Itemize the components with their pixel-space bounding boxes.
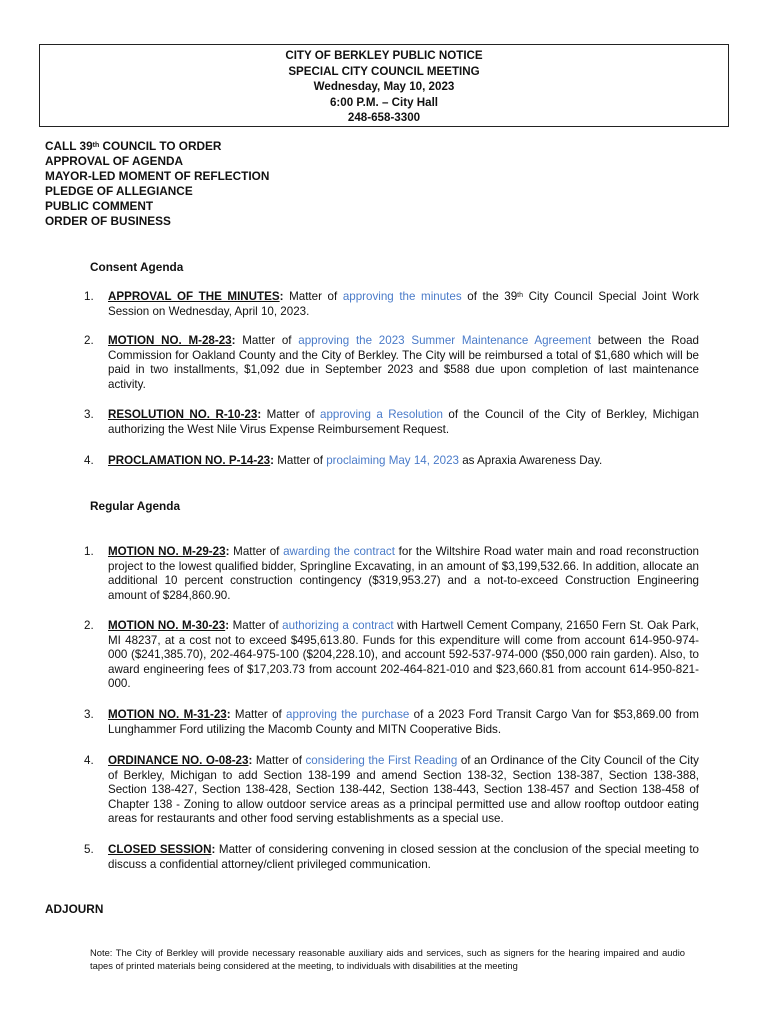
consent-item: 4. PROCLAMATION NO. P-14-23: Matter of proclaiming May 14, 2023 as Apraxia Awareness Day. [84, 454, 603, 467]
regular-item: 2. MOTION NO. M-30-23: Matter of authorizing a contract with Hartwell Cement Company, 21650 Fern St. Oak Park, MI 48237, at a cost not to exceed $495,613.80. Funds for this expenditure will come from account 614-950-974-000 ($241,385.70), 202-464-975-100 ($204,228.10), and account 592-537-974-000 ($50,000 rain garden). Also, to award engineering fees of $17,203.73 from account 202-464-821-010 and $23,660.81 from account 614-950-821-000. [84, 619, 699, 690]
order-of-business: ORDER OF BUSINESS [45, 214, 171, 228]
call-to-order: CALL 39th COUNCIL TO ORDER [45, 139, 222, 153]
consent-agenda-heading: Consent Agenda [90, 260, 184, 274]
moment-of-reflection: MAYOR-LED MOMENT OF REFLECTION [45, 169, 270, 183]
agenda-opening-items [45, 139, 269, 229]
meeting-date: Wednesday, May 10, 2023 [313, 80, 455, 93]
pledge-of-allegiance: PLEDGE OF ALLEGIANCE [45, 184, 193, 198]
meeting-type: SPECIAL CITY COUNCIL MEETING [288, 64, 480, 78]
item-link[interactable]: authorizing a contract [282, 619, 394, 632]
item-title: CLOSED SESSION [108, 843, 212, 856]
item-title: MOTION NO. M-31-23 [108, 708, 227, 721]
consent-item: 2. MOTION NO. M-28-23: Matter of approving the 2023 Summer Maintenance Agreement between the Road Commission for Oakland County and the City of Berkley. The City will be reimbursed a total of $1,680 which will be paid in two installments, $1,092 due in September 2023 and $588 due upon completion of last maintenance activity. [84, 334, 699, 391]
item-title: MOTION NO. M-28-23 [108, 334, 232, 347]
item-title: RESOLUTION NO. R-10-23 [108, 408, 258, 421]
adjourn-label: ADJOURN [45, 902, 104, 916]
regular-item: 4. ORDINANCE NO. O-08-23: Matter of considering the First Reading of an Ordinance of the City Council of the City of Berkley, Michigan to add Section 138-199 and amend Section 138-32, Section 138-387, Section 138-388, Section 138-427, Section 138-428, Section 138-442, Section 138-443, Section 138-457 and Section 138-458 of Chapter 138 - Zoning to allow outdoor service areas as a principal permitted use and allow rooftop outdoor eating areas for restaurants and other food serving establishments as a special use. [84, 754, 699, 825]
item-title: APPROVAL OF THE MINUTES [108, 290, 280, 303]
approval-of-agenda: APPROVAL OF AGENDA [45, 154, 184, 168]
notice-header-box [39, 44, 729, 127]
item-link[interactable]: approving a Resolution [320, 408, 443, 421]
consent-item: 1. APPROVAL OF THE MINUTES: Matter of approving the minutes of the 39th City Council Special Joint Work Session on Wednesday, April 10, 2023. [84, 290, 699, 318]
accessibility-note: Note: The City of Berkley will provide necessary reasonable auxiliary aids and services, such as signers for the hearing impaired and audio tapes of printed materials being considered at the meeting, to individuals with disabilities at the meeting [90, 947, 685, 971]
regular-item: 3. MOTION NO. M-31-23: Matter of approving the purchase of a 2023 Ford Transit Cargo Van for $53,869.00 from Lunghammer Ford utilizing the Macomb County and MITN Cooperative Bids. [84, 708, 699, 736]
regular-item: 5. CLOSED SESSION: Matter of considering convening in closed session at the conclusion of the special meeting to discuss a confidential attorney/client privileged communication. [84, 843, 700, 871]
item-link[interactable]: considering the First Reading [305, 754, 458, 767]
item-title: MOTION NO. M-30-23 [108, 619, 226, 632]
meeting-phone: 248-658-3300 [347, 111, 421, 124]
item-link[interactable]: approving the minutes [342, 290, 462, 303]
item-title: ORDINANCE NO. O-08-23 [108, 754, 249, 767]
consent-item: 3. RESOLUTION NO. R-10-23: Matter of approving a Resolution of the Council of the City of Berkley, Michigan authorizing the West Nile Virus Expense Reimbursement Request. [84, 408, 700, 436]
item-link[interactable]: awarding the contract [283, 545, 395, 558]
item-link[interactable]: approving the purchase [286, 708, 410, 721]
item-link[interactable]: proclaiming May 14, 2023 [326, 454, 459, 467]
item-link[interactable]: approving the 2023 Summer Maintenance Agreement [298, 334, 592, 347]
item-title: PROCLAMATION NO. P-14-23 [108, 454, 271, 467]
regular-agenda-heading: Regular Agenda [90, 499, 181, 513]
meeting-time-location: 6:00 P.M. – City Hall [329, 95, 439, 109]
regular-item: 1. MOTION NO. M-29-23: Matter of awarding the contract for the Wiltshire Road water main and road reconstruction project to the lowest qualified bidder, Springline Excavating, in an amount of $3,199,532.66. In addition, allocate an additional 10 percent construction contingency ($319,953.27) and a not-to-exceed Construction Engineering amount of $284,860.90. [84, 545, 699, 602]
public-comment: PUBLIC COMMENT [45, 199, 154, 213]
notice-title: CITY OF BERKLEY PUBLIC NOTICE [285, 49, 483, 62]
item-title: MOTION NO. M-29-23 [108, 545, 226, 558]
